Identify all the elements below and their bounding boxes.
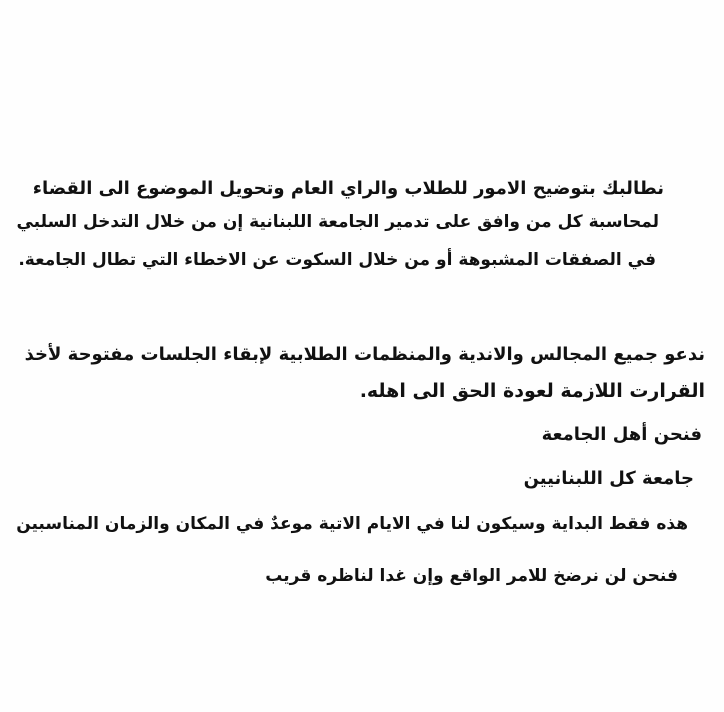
- line-all-lebanese: جامعة كل اللبنانيين: [523, 468, 694, 489]
- paragraph-2-line-1: ندعو جميع المجالس والاندية والمنظمات الطلابية لإبقاء الجلسات مفتوحة لأخذ: [24, 344, 705, 365]
- paragraph-1-line-2: لمحاسبة كل من وافق على تدمير الجامعة اللبنانية إن من خلال التدخل السلبي: [16, 212, 659, 232]
- paragraph-1-line-3: في الصفقات المشبوهة أو من خلال السكوت عن الاخطاء التي تطال الجامعة.: [18, 250, 656, 270]
- paragraph-2-line-2: القرارت اللازمة لعودة الحق الى اهله.: [359, 380, 705, 402]
- line-university-people: فنحن أهل الجامعة: [541, 424, 702, 445]
- paragraph-1-line-1: نطالبك بتوضيح الامور للطلاب والراي العام وتحويل الموضوع الى القضاء: [32, 178, 664, 199]
- line-beginning: هذه فقط البداية وسيكون لنا في الايام الاتية موعدٌ في المكان والزمان المناسبين: [16, 514, 688, 534]
- line-wont-submit: فنحن لن نرضخ للامر الواقع وإن غدا لناظره قريب: [265, 566, 678, 586]
